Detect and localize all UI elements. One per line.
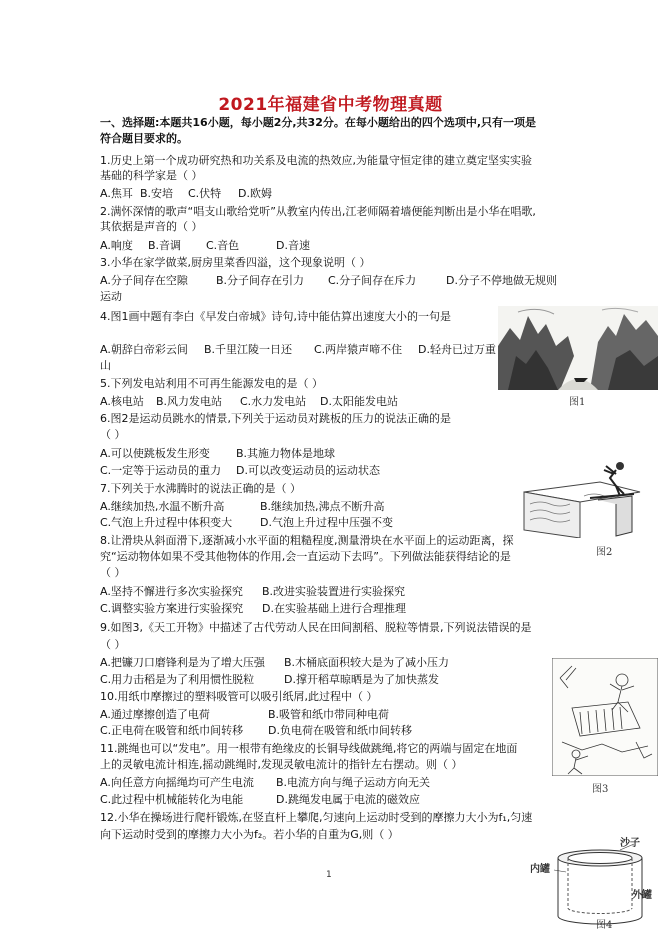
option-b: B.吸管和纸巾带同种电荷: [268, 708, 390, 721]
option-b: B.电流方向与绳子运动方向无关: [276, 776, 431, 789]
option-a: A.可以使跳板发生形变: [100, 447, 210, 460]
question-5-line1: 5.下列发电站利用不可再生能源发电的是（ ）: [100, 377, 323, 390]
page-title: 2021年福建省中考物理真题: [218, 95, 443, 115]
question-7-options-row2: [100, 516, 393, 530]
figure-3-ancient-farming-scene: [552, 658, 658, 776]
question-3-line1: 3.小华在家学做菜,厨房里菜香四溢，这个现象说明（ ）: [100, 256, 371, 269]
option-d: D.音速: [276, 239, 310, 252]
question-1-line2: 基础的科学家是（ ）: [100, 169, 203, 182]
figure-4-label-inner-jar: 内罐: [530, 864, 550, 875]
option-c: C.气泡上升过程中体积变大: [100, 516, 233, 529]
option-d: D.欧姆: [238, 187, 272, 200]
option-b: B.千里江陵一日还: [204, 343, 293, 356]
question-8-options-row1: [100, 585, 405, 599]
question-9-options-row1: [100, 656, 449, 670]
question-10-options-row2: [100, 724, 412, 738]
question-3-options: [100, 274, 557, 288]
figure-2-caption: 图2: [596, 547, 613, 558]
option-c: C.一定等于运动员的重力: [100, 464, 222, 477]
option-b: B.音调: [148, 239, 182, 252]
option-c: C.音色: [206, 239, 240, 252]
option-a: A.分子间存在空隙: [100, 274, 188, 287]
figure-4-caption: 图4: [596, 920, 613, 931]
question-11-options-row1: [100, 776, 430, 790]
option-b: B.安培: [140, 187, 174, 200]
option-a: A.响度: [100, 239, 133, 252]
option-a: A.向任意方向摇绳均可产生电流: [100, 776, 254, 789]
question-12-line2: 向下运动时受到的摩擦力大小为f₂。若小华的自重为G,则（ ）: [100, 828, 399, 841]
question-8-options-row2: [100, 602, 406, 616]
option-b: B.木桶底面积较大是为了减小压力: [284, 656, 450, 669]
figure-1-landscape-painting: [498, 306, 658, 390]
question-8-line1: 8.让滑块从斜面滑下,逐渐减小水平面的粗糙程度,测量滑块在水平面上的运动距离，探: [100, 534, 514, 547]
question-4-line1: 4.图1画中题有李白《早发白帝城》诗句,诗中能估算出速度大小的一句是: [100, 310, 451, 323]
option-a: A.通过摩擦创造了电荷: [100, 708, 210, 721]
question-8-line2: 究“运动物体如果不受其他物体的作用,会一直运动下去吗”。下列做法能获得结论的是: [100, 550, 511, 563]
question-6-line2: （ ）: [100, 428, 126, 441]
option-a: A.朝辞白帝彩云间: [100, 343, 188, 356]
question-9-line2: （ ）: [100, 638, 126, 651]
question-10-options-row1: [100, 708, 389, 722]
option-c: C.两岸猿声啼不住: [314, 343, 403, 356]
question-8-line3: （ ）: [100, 566, 126, 579]
figure-4-label-sand: 沙子: [620, 838, 640, 849]
option-b: B.其施力物体是地球: [236, 447, 336, 460]
question-2-line1: 2.满怀深情的歌声“唱支山歌给党听”从教室内传出,江老师隔着墙便能判断出是小华在唱歌,: [100, 205, 536, 218]
option-a: A.把镰刀口磨锋利是为了增大压强: [100, 656, 265, 669]
figure-1-caption: 图1: [569, 397, 586, 408]
option-a: A.继续加热,水温不断升高: [100, 500, 225, 513]
option-d: D.在实验基础上进行合理推理: [262, 602, 406, 615]
option-b: B.风力发电站: [156, 395, 223, 408]
option-d: D.分子不停地做无规则: [446, 274, 557, 287]
option-c: C.伏特: [188, 187, 222, 200]
question-9-options-row2: [100, 673, 439, 687]
option-c: C.分子间存在斥力: [328, 274, 417, 287]
section-header-line2: 符合题目要求的。: [100, 132, 188, 145]
question-12-line1: 12.小华在操场进行爬杆锻炼,在竖直杆上攀爬,匀速向上运动时受到的摩擦力大小为f₁,匀速: [100, 811, 533, 824]
question-2-line2: 其依据是声音的（ ）: [100, 220, 203, 233]
option-a: A.核电站: [100, 395, 144, 408]
question-6-line1: 6.图2是运动员跳水的情景,下列关于运动员对跳板的压力的说法正确的是: [100, 412, 451, 425]
option-c: C.正电荷在吸管和纸巾间转移: [100, 724, 244, 737]
question-2-options: [100, 239, 310, 253]
option-d: D.轻舟已过万重: [418, 343, 496, 356]
figure-3-caption: 图3: [592, 784, 609, 795]
question-4-option-d-continued: 山: [100, 359, 111, 372]
figure-4-label-outer-jar: 外罐: [632, 890, 652, 901]
page-number: 1: [326, 870, 332, 880]
option-c: C.用力击稻是为了利用惯性脱粒: [100, 673, 255, 686]
question-11-line1: 11.跳绳也可以“发电”。用一根带有绝缘皮的长铜导线做跳绳,将它的两端与固定在地面: [100, 742, 518, 755]
question-9-line1: 9.如图3,《天工开物》中描述了古代劳动人民在田间割稻、脱粒等情景,下列说法错误的是: [100, 621, 532, 634]
option-d: D.太阳能发电站: [320, 395, 398, 408]
option-a: A.坚持不懈进行多次实验探究: [100, 585, 243, 598]
question-7-options-row1: [100, 500, 385, 514]
option-a: A.焦耳: [100, 187, 133, 200]
option-b: B.继续加热,沸点不断升高: [260, 500, 385, 513]
option-c: C.水力发电站: [240, 395, 307, 408]
question-6-options-row2: [100, 464, 380, 478]
question-5-options: [100, 395, 398, 409]
question-11-line2: 上的灵敏电流计相连,摇动跳绳时,发现灵敏电流计的指针左右摆动。则（ ）: [100, 758, 463, 771]
option-b: B.分子间存在引力: [216, 274, 305, 287]
question-1-line1: 1.历史上第一个成功研究热和功关系及电流的热效应,为能量守恒定律的建立奠定坚实实验: [100, 154, 532, 167]
option-d: D.气泡上升过程中压强不变: [260, 516, 393, 529]
option-d: D.跳绳发电属于电流的磁效应: [276, 793, 420, 806]
section-header-line1: 一、选择题:本题共16小题，每小题2分,共32分。在每小题给出的四个选项中,只有一项是: [100, 116, 537, 129]
question-10-line1: 10.用纸巾摩擦过的塑料吸管可以吸引纸屑,此过程中（ ）: [100, 690, 378, 703]
question-11-options-row2: [100, 793, 420, 807]
question-4-options: [100, 343, 496, 357]
question-6-options-row1: [100, 447, 335, 461]
option-c: C.调整实验方案进行实验探究: [100, 602, 244, 615]
question-3-option-d-continued: 运动: [100, 290, 122, 303]
option-d: D.负电荷在吸管和纸巾间转移: [268, 724, 412, 737]
option-d: D.撑开稻草晾晒是为了加快蒸发: [284, 673, 439, 686]
option-d: D.可以改变运动员的运动状态: [236, 464, 380, 477]
option-c: C.此过程中机械能转化为电能: [100, 793, 244, 806]
option-b: B.改进实验装置进行实验探究: [262, 585, 406, 598]
figure-2-diver-springboard: [520, 452, 648, 538]
question-1-options: [100, 187, 272, 201]
question-7-line1: 7.下列关于水沸腾时的说法正确的是（ ）: [100, 482, 301, 495]
